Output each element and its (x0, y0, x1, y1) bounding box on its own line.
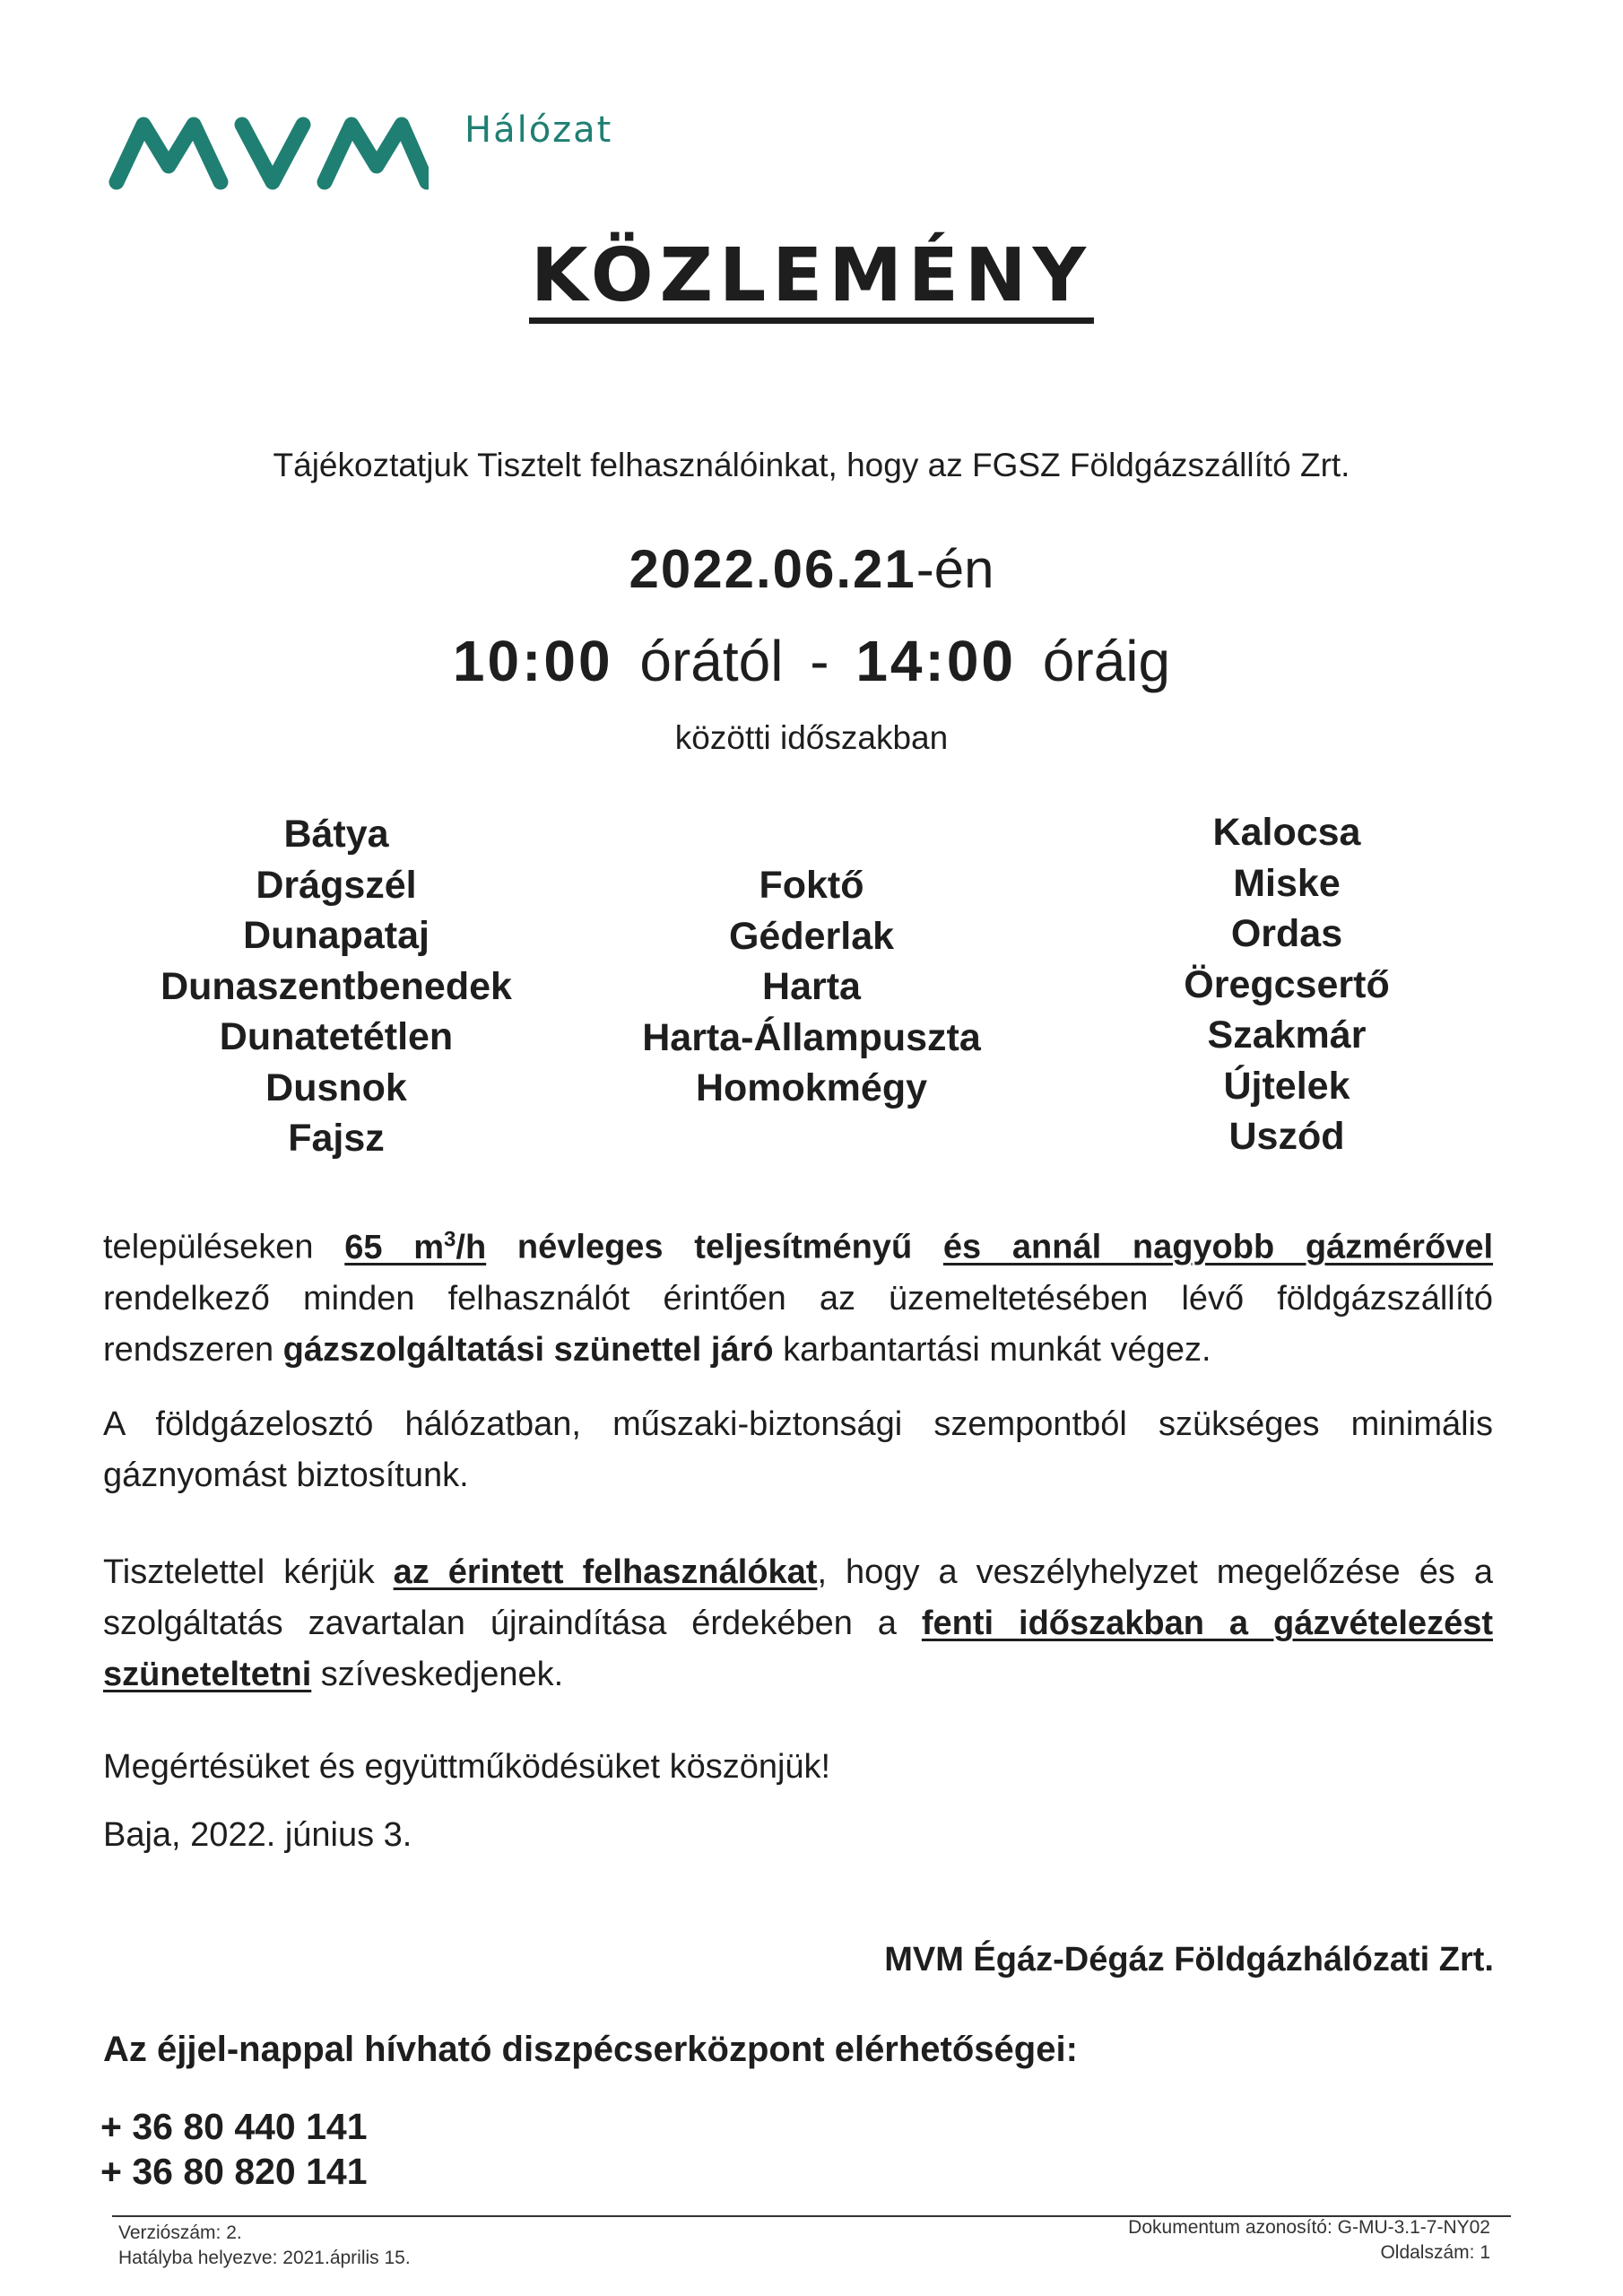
list-item: Fajsz (288, 1117, 385, 1160)
page-title: KÖZLEMÉNY (0, 235, 1623, 324)
list-item: Dunatetétlen (219, 1015, 454, 1058)
company-signature: MVM Égáz-Dégáz Földgázhálózati Zrt. (884, 1941, 1494, 1979)
list-item: Szakmár (1207, 1013, 1367, 1057)
page-number: Oldalszám: 1 (1380, 2242, 1490, 2263)
dispatch-phones (100, 2104, 368, 2194)
list-item: Újtelek (1223, 1064, 1350, 1108)
document-id: Dokumentum azonosító: G-MU-3.1-7-NY02 (1128, 2217, 1490, 2238)
list-item: Dusnok (265, 1065, 407, 1109)
settlements-column-1 (108, 809, 565, 1164)
dispatch-label: Az éjjel-nappal hívható diszpécserközpont elérhetőségei: (103, 2030, 1078, 2069)
schedule-time: 10:00 órától - 14:00 óráig (452, 629, 1171, 693)
list-item: Ordas (1230, 912, 1343, 955)
mvm-logo-text: MVM (106, 112, 108, 113)
phone-number: + 36 80 440 141 (100, 2106, 368, 2147)
mvm-logo (106, 112, 429, 193)
list-item: Miske (1233, 861, 1341, 905)
place-date: Baja, 2022. június 3. (103, 1816, 412, 1854)
paragraph-request: Tisztelettel kérjük az érintett felhasználókat, hogy a veszélyhelyzet megelőzése és a szolgáltatás zavartalan újraindítása érdekében a fenti időszakban a gázvételezést szüneteltetni szíveskedjenek. (103, 1553, 1493, 1693)
effective-date: Hatályba helyezve: 2021.április 15. (118, 2248, 411, 2268)
list-item: Uszód (1228, 1115, 1345, 1158)
phone-number: + 36 80 820 141 (100, 2151, 368, 2192)
schedule-date: 2022.06.21-én (629, 539, 994, 599)
footer-left (118, 2221, 411, 2271)
list-item: Foktő (759, 864, 864, 907)
list-item: Kalocsa (1212, 811, 1361, 854)
list-item: Dunapataj (243, 914, 430, 957)
intro-text: Tájékoztatjuk Tisztelt felhasználóinkat, hogy az FGSZ Földgázszállító Zrt. (273, 447, 1350, 483)
list-item: Géderlak (728, 914, 895, 958)
settlements-column-3 (1054, 807, 1520, 1162)
list-item: Drágszél (256, 863, 417, 907)
footer-right (1128, 2215, 1490, 2266)
list-item: Dunaszentbenedek (161, 964, 512, 1008)
paragraph-pressure: A földgázelosztó hálózatban, műszaki-biztonsági szempontból szükséges minimális gáznyomást biztosítunk. (103, 1405, 1493, 1494)
version-number: Verziószám: 2. (118, 2222, 242, 2243)
list-item: Öregcsertő (1184, 962, 1390, 1006)
list-item: Homokmégy (695, 1066, 928, 1109)
schedule-period: közötti időszakban (674, 719, 949, 756)
brand-subtitle: Hálózat (464, 109, 613, 151)
paragraph-maintenance: településeken 65 $m^3/h$ névleges teljesítményű és annál nagyobb gázmérővel rendelkező minden felhasználót érintően az üzemeltetésében lévő földgázszállító rendszeren gázszolgáltatási szünettel járó karbantartási munkát végez. (103, 1227, 1494, 1369)
list-item: Bátya (283, 813, 389, 856)
list-item: Harta-Állampuszta (642, 1015, 981, 1059)
thanks-text: Megértésüket és együttműködésüket köszönjük! (103, 1748, 831, 1786)
list-item: Harta (762, 965, 861, 1008)
settlements-column-2 (587, 860, 1036, 1114)
